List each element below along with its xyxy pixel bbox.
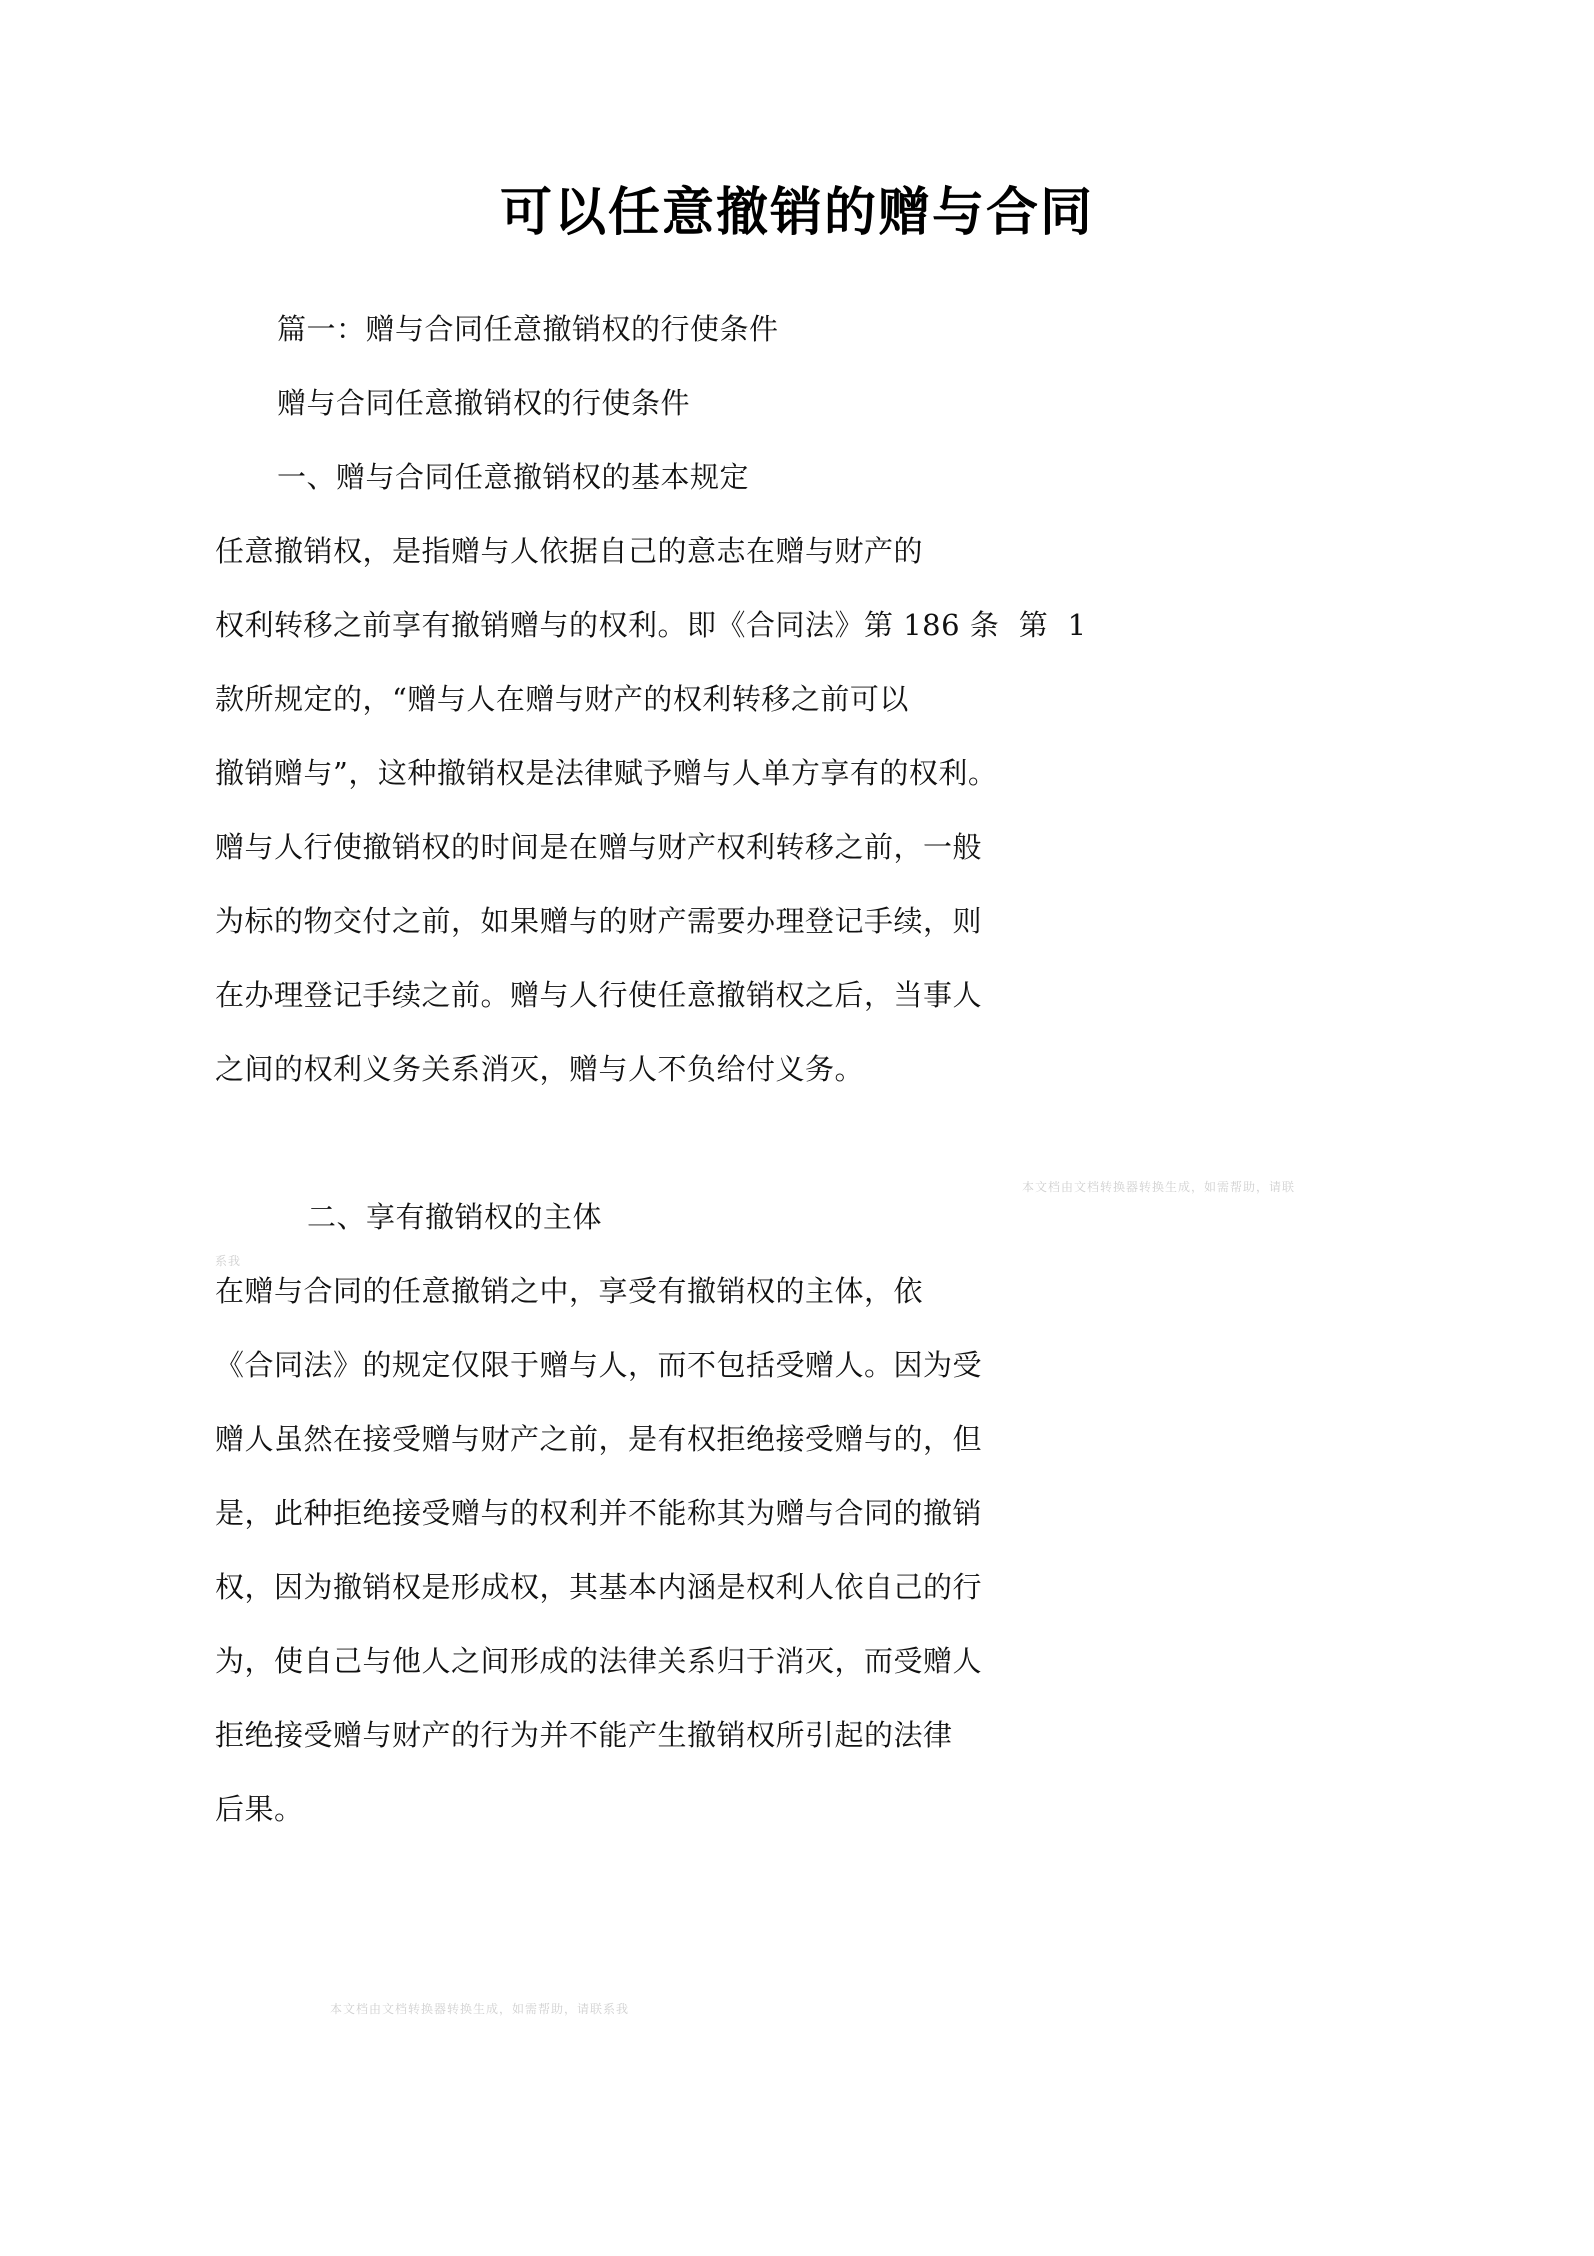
paragraph: 赠与合同任意撤销权的行使条件	[277, 385, 691, 420]
paragraph: 权，因为撤销权是形成权，其基本内涵是权利人依自己的行	[215, 1569, 983, 1604]
paragraph: 款所规定的，“赠与人在赠与财产的权利转移之前可以	[215, 681, 909, 716]
paragraph: 任意撤销权，是指赠与人依据自己的意志在赠与财产的	[215, 533, 924, 568]
watermark-text: 本文档由文档转换器转换生成，如需帮助，请联	[1022, 1180, 1296, 1194]
paragraph: 为标的物交付之前，如果赠与的财产需要办理登记手续，则	[215, 903, 983, 938]
paragraph: 赠人虽然在接受赠与财产之前，是有权拒绝接受赠与的，但	[215, 1421, 983, 1456]
paragraph: 后果。	[215, 1791, 304, 1826]
paragraph: 《合同法》的规定仅限于赠与人，而不包括受赠人。因为受	[215, 1347, 983, 1382]
paragraph: 二、享有撤销权的主体	[307, 1199, 603, 1234]
paragraph: 篇一：赠与合同任意撤销权的行使条件	[277, 311, 779, 346]
paragraph: 之间的权利义务关系消灭，赠与人不负给付义务。	[215, 1051, 865, 1086]
paragraph: 撤销赠与”，这种撤销权是法律赋予赠与人单方享有的权利。	[215, 755, 998, 790]
page-title: 可以任意撤销的赠与合同	[499, 183, 1094, 243]
document-body	[215, 292, 1379, 1846]
paragraph: 权利转移之前享有撤销赠与的权利。即《合同法》第 186 条 第 1	[215, 607, 1087, 642]
paragraph: 为，使自己与他人之间形成的法律关系归于消灭，而受赠人	[215, 1643, 983, 1678]
paragraph: 拒绝接受赠与财产的行为并不能产生撤销权所引起的法律	[215, 1717, 953, 1752]
paragraph: 一、赠与合同任意撤销权的基本规定	[277, 459, 750, 494]
paragraph: 是，此种拒绝接受赠与的权利并不能称其为赠与合同的撤销	[215, 1495, 983, 1530]
paragraph: 赠与人行使撤销权的时间是在赠与财产权利转移之前，一般	[215, 829, 983, 864]
watermark-text: 系我	[215, 1254, 242, 1268]
watermark-text: 本文档由文档转换器转换生成，如需帮助，请联系我	[330, 2002, 630, 2016]
paragraph-spacer	[215, 1106, 1379, 1180]
paragraph: 在办理登记手续之前。赠与人行使任意撤销权之后，当事人	[215, 977, 983, 1012]
paragraph: 在赠与合同的任意撤销之中，享受有撤销权的主体，依	[215, 1273, 924, 1308]
